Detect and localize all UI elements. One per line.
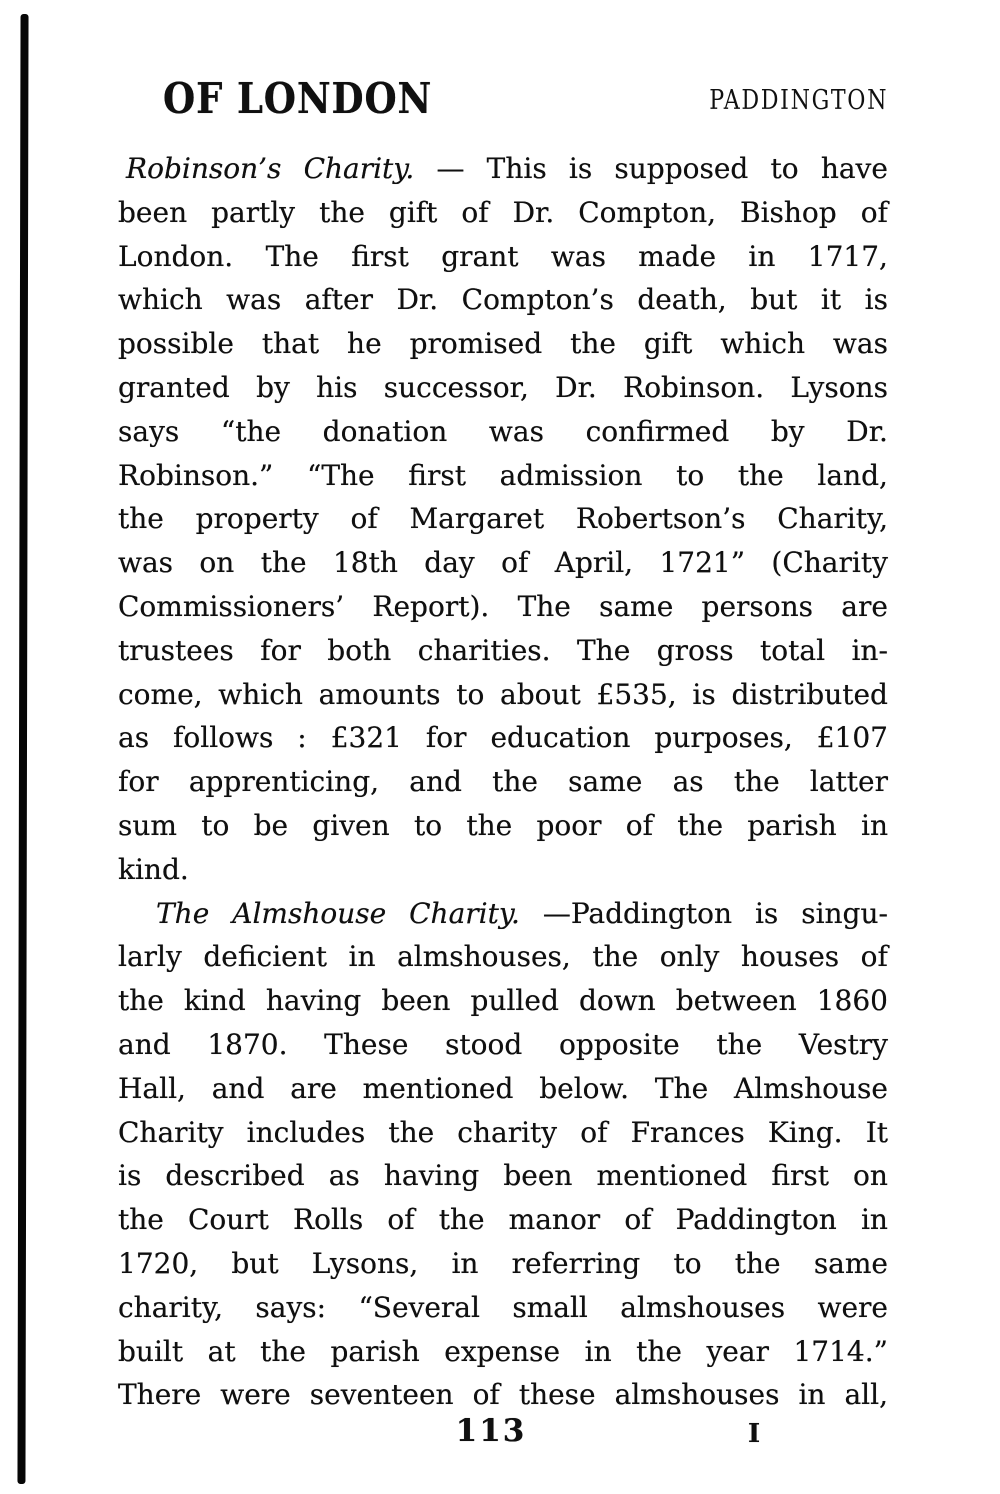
word: is: [864, 283, 888, 317]
word: the: [716, 1027, 763, 1061]
word: £107: [816, 721, 888, 755]
word: down: [578, 984, 656, 1018]
word: Report).: [372, 589, 490, 623]
word: was: [118, 546, 174, 580]
word: The: [156, 896, 210, 930]
word: Dr.: [846, 414, 888, 448]
word: 1860: [816, 984, 888, 1018]
text-line: [118, 585, 888, 629]
text-line: [118, 673, 888, 717]
text-line: [118, 410, 888, 454]
word: which: [218, 677, 303, 711]
word: Charity.: [303, 152, 415, 185]
word: admission: [499, 458, 643, 492]
word: for: [260, 633, 301, 667]
word: almshouses: [620, 1290, 786, 1324]
word: given: [312, 808, 390, 842]
word: same: [599, 589, 674, 623]
word: purposes,: [654, 721, 793, 755]
word: of: [624, 1203, 652, 1237]
word: the: [118, 1203, 164, 1237]
word: Charity,: [777, 502, 888, 536]
text-line: [118, 1023, 888, 1067]
word: houses: [740, 940, 840, 974]
word: total: [760, 633, 826, 667]
word: Robinson.: [623, 370, 765, 404]
word: the: [570, 327, 616, 361]
word: Paddington: [675, 1203, 837, 1237]
word: which: [118, 283, 203, 317]
word: trustees: [118, 633, 234, 667]
word: 1714.”: [793, 1334, 888, 1368]
word: as: [328, 1159, 360, 1193]
word: in-: [851, 633, 888, 667]
word: the: [260, 1334, 306, 1368]
word: The: [576, 633, 631, 667]
word: below.: [539, 1071, 630, 1105]
word: confirmed: [585, 414, 730, 448]
word: in: [860, 1203, 888, 1237]
word: apprenticing,: [188, 765, 380, 799]
text-line: [118, 235, 888, 279]
word: poor: [536, 808, 602, 842]
paragraph: [118, 892, 888, 1418]
text-line: [118, 935, 888, 979]
word: King.: [767, 1115, 843, 1149]
text-line: [118, 892, 888, 936]
word: referring: [511, 1246, 641, 1280]
word: the: [118, 502, 164, 536]
word: his: [316, 370, 358, 404]
word: amounts: [318, 677, 441, 711]
word: the: [636, 1334, 682, 1368]
word: been: [381, 984, 451, 1018]
word: the: [388, 1115, 435, 1149]
word: first: [408, 458, 466, 492]
text-body: [118, 147, 888, 1417]
word: “Several: [358, 1290, 480, 1324]
word: pulled: [470, 984, 559, 1018]
word: but: [231, 1246, 279, 1280]
word: by: [256, 370, 290, 404]
text-line: [118, 366, 888, 410]
word: mentioned: [362, 1071, 514, 1105]
word: and: [211, 1071, 265, 1105]
word: the: [733, 765, 780, 799]
word: of: [501, 546, 529, 580]
word: charity,: [118, 1290, 223, 1324]
word: the: [677, 808, 724, 842]
word: for: [425, 721, 467, 755]
word: land,: [817, 458, 888, 492]
word: education: [490, 721, 631, 755]
word: day: [424, 546, 475, 580]
word: were: [220, 1378, 291, 1412]
word: that: [261, 327, 320, 361]
word: made: [638, 239, 717, 273]
word: it: [820, 283, 842, 317]
word: successor,: [383, 370, 529, 404]
word: which: [720, 327, 805, 361]
word: charities.: [417, 633, 551, 667]
word: come,: [118, 677, 203, 711]
word: (Charity: [771, 546, 888, 580]
word: to: [770, 152, 799, 185]
word: about: [500, 677, 581, 711]
word: the: [260, 546, 307, 580]
word: :: [297, 721, 307, 755]
word: Dr.: [396, 283, 439, 317]
word: after: [304, 283, 373, 317]
word: Robertson’s: [575, 502, 746, 536]
word: the: [734, 1246, 781, 1280]
word: of: [860, 940, 888, 974]
word: the: [118, 984, 164, 1018]
word: having: [383, 1159, 480, 1193]
word: and: [409, 765, 462, 799]
word: in: [584, 1334, 612, 1368]
word: Lysons,: [311, 1246, 419, 1280]
text-line: [118, 1067, 888, 1111]
word: sum: [118, 808, 177, 842]
word: the: [592, 940, 639, 974]
word: is: [692, 677, 716, 711]
word: in: [348, 940, 376, 974]
word: The: [654, 1071, 709, 1105]
word: The: [265, 239, 319, 273]
word: “The: [307, 458, 375, 492]
word: to: [413, 808, 443, 842]
word: having: [265, 984, 362, 1018]
word: in: [451, 1246, 479, 1280]
word: to: [676, 458, 705, 492]
word: opposite: [559, 1027, 680, 1061]
text-line: [118, 848, 888, 892]
word: Almshouse: [734, 1071, 888, 1105]
word: is: [568, 152, 593, 185]
word: of: [461, 195, 489, 229]
word: small: [512, 1290, 588, 1324]
word: parish: [330, 1334, 420, 1368]
word: partly: [211, 195, 296, 229]
word: Robinson.”: [118, 458, 274, 492]
word: Frances: [630, 1115, 745, 1149]
word: This: [486, 152, 547, 185]
word: to: [673, 1246, 702, 1280]
binding-edge-line: [17, 14, 28, 1484]
word: latter: [809, 765, 888, 799]
word: stood: [445, 1027, 523, 1061]
word: 1720,: [118, 1246, 199, 1280]
word: was: [550, 239, 606, 273]
text-line: [118, 1286, 888, 1330]
word: both: [327, 633, 392, 667]
word: charity: [457, 1115, 558, 1149]
text-line: [118, 541, 888, 585]
word: Almshouse: [232, 896, 387, 930]
word: same: [813, 1246, 888, 1280]
word: 18th: [332, 546, 398, 580]
word: the: [737, 458, 784, 492]
word: was: [226, 283, 282, 317]
text-line: [118, 191, 888, 235]
word: are: [841, 589, 888, 623]
word: all,: [844, 1378, 888, 1412]
word: are: [290, 1071, 337, 1105]
word: April,: [554, 546, 634, 580]
word: Court: [187, 1203, 269, 1237]
word: but: [750, 283, 798, 317]
word: property: [195, 502, 319, 536]
word: been: [503, 1159, 573, 1193]
word: been: [118, 195, 188, 229]
word: kind.: [118, 852, 189, 886]
text-line: [118, 629, 888, 673]
word: for: [118, 765, 159, 799]
word: promised: [409, 327, 543, 361]
running-title: OF LONDON: [163, 74, 433, 123]
word: mentioned: [596, 1159, 748, 1193]
word: of: [350, 502, 378, 536]
word: It: [865, 1115, 888, 1149]
word: is: [754, 896, 779, 930]
word: of: [860, 195, 888, 229]
word: 1870.: [207, 1027, 288, 1061]
word: persons: [701, 589, 814, 623]
text-line: [118, 1111, 888, 1155]
word: —Paddington: [542, 896, 732, 930]
text-line: [118, 760, 888, 804]
word: gross: [656, 633, 734, 667]
word: says:: [255, 1290, 327, 1324]
word: built: [118, 1334, 184, 1368]
word: Dr.: [555, 370, 597, 404]
word: includes: [246, 1115, 366, 1149]
word: the: [438, 1203, 485, 1237]
word: of: [387, 1203, 415, 1237]
paragraph: [118, 147, 888, 892]
word: gift: [643, 327, 693, 361]
text-line: [118, 454, 888, 498]
text-line: [118, 979, 888, 1023]
word: Hall,: [118, 1071, 186, 1105]
word: by: [770, 414, 805, 448]
word: was: [832, 327, 888, 361]
word: larly: [118, 940, 182, 974]
word: same: [568, 765, 643, 799]
word: in: [798, 1378, 826, 1412]
word: only: [659, 940, 720, 974]
word: first: [351, 239, 409, 273]
word: follows: [173, 721, 274, 755]
text-line: [118, 1198, 888, 1242]
word: Charity: [118, 1115, 224, 1149]
word: “the: [220, 414, 282, 448]
word: Bishop: [740, 195, 837, 229]
word: the: [466, 808, 513, 842]
word: almshouses: [614, 1378, 780, 1412]
word: death,: [637, 283, 727, 317]
running-header-section: PADDINGTON: [709, 85, 888, 116]
word: There: [118, 1378, 202, 1412]
word: these: [518, 1378, 596, 1412]
word: possible: [118, 327, 234, 361]
word: manor: [508, 1203, 601, 1237]
word: supposed: [614, 152, 749, 185]
word: These: [324, 1027, 409, 1061]
word: as: [672, 765, 704, 799]
word: deficient: [203, 940, 328, 974]
word: seventeen: [309, 1378, 454, 1412]
word: distributed: [731, 677, 888, 711]
text-line: [118, 322, 888, 366]
text-line: [118, 147, 888, 191]
word: granted: [118, 370, 230, 404]
signature-mark: I: [748, 1419, 761, 1449]
word: first: [771, 1159, 829, 1193]
word: at: [207, 1334, 236, 1368]
word: Compton’s: [461, 283, 614, 317]
word: the: [492, 765, 538, 799]
text-line: [118, 716, 888, 760]
word: the: [319, 195, 365, 229]
word: year: [706, 1334, 769, 1368]
word: on: [199, 546, 235, 580]
word: Margaret: [409, 502, 545, 536]
word: Lysons: [790, 370, 888, 404]
word: Compton,: [578, 195, 717, 229]
word: Rolls: [293, 1203, 364, 1237]
word: to: [201, 808, 230, 842]
word: gift: [388, 195, 438, 229]
word: between: [675, 984, 797, 1018]
word: as: [118, 721, 150, 755]
text-line: [118, 804, 888, 848]
word: donation: [322, 414, 448, 448]
word: described: [165, 1159, 305, 1193]
word: expense: [444, 1334, 561, 1368]
word: almshouses,: [397, 940, 571, 974]
word: was: [488, 414, 544, 448]
text-line: [118, 278, 888, 322]
word: he: [347, 327, 382, 361]
word: £535,: [596, 677, 677, 711]
word: have: [820, 152, 888, 185]
text-line: [118, 1330, 888, 1374]
word: on: [853, 1159, 888, 1193]
word: be: [253, 808, 289, 842]
text-line: [118, 497, 888, 541]
word: in: [860, 808, 888, 842]
word: Dr.: [512, 195, 555, 229]
word: Robinson’s: [126, 152, 282, 185]
word: and: [118, 1027, 171, 1061]
text-line: [118, 1242, 888, 1286]
word: of: [625, 808, 653, 842]
word: of: [580, 1115, 608, 1149]
word: of: [472, 1378, 500, 1412]
word: were: [817, 1290, 888, 1324]
word: 1721”: [659, 546, 746, 580]
word: to: [456, 677, 485, 711]
word: —: [436, 152, 465, 185]
word: parish: [747, 808, 837, 842]
word: grant: [441, 239, 519, 273]
word: London.: [118, 239, 234, 273]
word: Commissioners’: [118, 589, 345, 623]
word: singu-: [801, 896, 888, 930]
word: Charity.: [409, 896, 520, 930]
word: says: [118, 414, 180, 448]
word: The: [517, 589, 571, 623]
word: kind: [183, 984, 246, 1018]
word: £321: [330, 721, 402, 755]
text-line: [118, 1154, 888, 1198]
word: 1717,: [807, 239, 888, 273]
page-number: 113: [455, 1413, 527, 1449]
word: Vestry: [798, 1027, 888, 1061]
word: is: [118, 1159, 142, 1193]
word: in: [748, 239, 776, 273]
text-line: [118, 1373, 888, 1417]
